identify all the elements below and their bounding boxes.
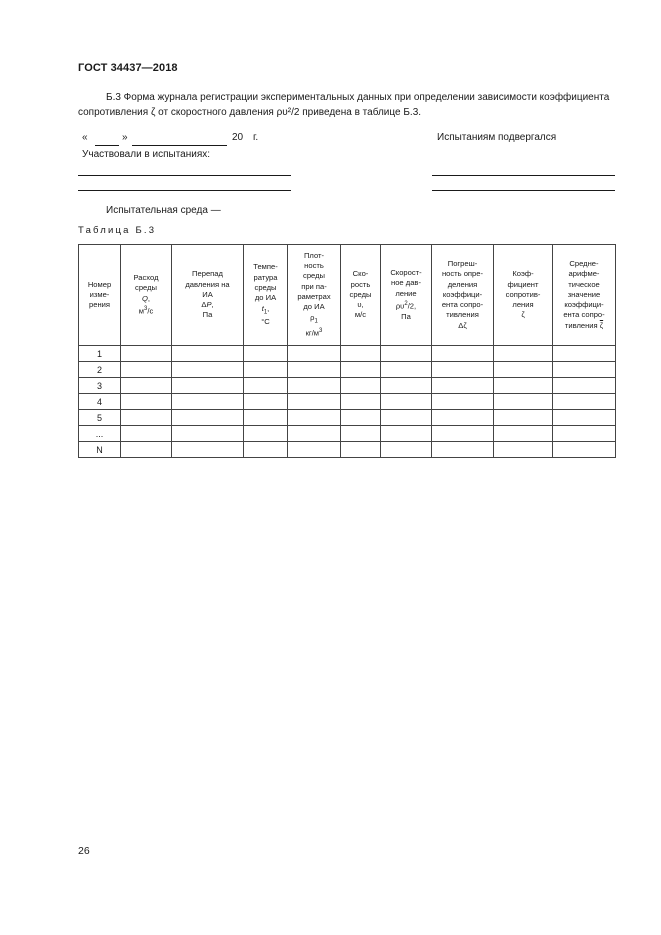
empty-cell (494, 394, 553, 410)
table-header-row (79, 245, 616, 346)
empty-cell (341, 378, 381, 394)
empty-cell (341, 426, 381, 442)
table-row (79, 394, 616, 410)
empty-cell (494, 426, 553, 442)
quote-close: » (122, 132, 128, 143)
empty-cell (494, 378, 553, 394)
empty-cell (494, 362, 553, 378)
day-blank (95, 145, 119, 146)
empty-cell (288, 442, 341, 458)
tested-line-2 (432, 190, 615, 191)
row-number-cell: 3 (79, 378, 121, 394)
empty-cell (494, 442, 553, 458)
empty-cell (244, 394, 288, 410)
empty-cell (432, 394, 494, 410)
col-header-error: Погреш- ность опре- деления коэффици- ента сопро- тивления Δζ (432, 245, 494, 346)
empty-cell (553, 426, 616, 442)
empty-cell (381, 426, 432, 442)
col-header-density: Плот- ность среды при па- раметрах до ИА $\rho_1$ $кг/м^3$ (288, 245, 341, 346)
col-header-mean-coefficient: Средне- арифме- тическое значение коэффици- ента сопро- тивления $\overline{\zeta}$ (553, 245, 616, 346)
empty-cell (432, 410, 494, 426)
table-row (79, 442, 616, 458)
empty-cell (121, 346, 172, 362)
empty-cell (172, 426, 244, 442)
data-table (78, 244, 616, 458)
empty-cell (172, 442, 244, 458)
empty-cell (244, 442, 288, 458)
document-code: ГОСТ 34437—2018 (78, 62, 178, 74)
empty-cell (494, 346, 553, 362)
empty-cell (432, 362, 494, 378)
empty-cell (381, 362, 432, 378)
empty-cell (288, 394, 341, 410)
empty-cell (381, 410, 432, 426)
empty-cell (553, 346, 616, 362)
empty-cell (432, 442, 494, 458)
empty-cell (244, 346, 288, 362)
participants-label: Участвовали в испытаниях: (82, 149, 211, 160)
empty-cell (121, 394, 172, 410)
empty-cell (381, 378, 432, 394)
medium-label: Испытательная среда — (106, 205, 221, 216)
empty-cell (244, 362, 288, 378)
year-suffix: г. (253, 132, 259, 143)
empty-cell (244, 410, 288, 426)
empty-cell (553, 442, 616, 458)
row-number-cell: ... (79, 426, 121, 442)
empty-cell (494, 410, 553, 426)
empty-cell (341, 362, 381, 378)
row-number-cell: N (79, 442, 121, 458)
empty-cell (244, 378, 288, 394)
col-header-temperature: Темпе- ратура среды до ИА $t_1$, °C (244, 245, 288, 346)
empty-cell (288, 410, 341, 426)
tested-line-1 (432, 175, 615, 176)
empty-cell (288, 362, 341, 378)
empty-cell (341, 394, 381, 410)
empty-cell (288, 346, 341, 362)
empty-cell (172, 410, 244, 426)
row-number-cell: 2 (79, 362, 121, 378)
empty-cell (341, 442, 381, 458)
row-number-cell: 4 (79, 394, 121, 410)
empty-cell (172, 362, 244, 378)
empty-cell (121, 362, 172, 378)
empty-cell (553, 362, 616, 378)
empty-cell (341, 410, 381, 426)
tested-label: Испытаниям подвергался (437, 132, 557, 143)
empty-cell (553, 410, 616, 426)
empty-cell (381, 346, 432, 362)
table-row (79, 346, 616, 362)
table-row (79, 378, 616, 394)
col-header-dynamic-pressure: Скорост- ное дав- ление $\rho\upsilon^2/2$, Па (381, 245, 432, 346)
row-number-cell: 1 (79, 346, 121, 362)
empty-cell (121, 378, 172, 394)
empty-cell (432, 426, 494, 442)
empty-cell (432, 378, 494, 394)
empty-cell (172, 346, 244, 362)
row-number-cell: 5 (79, 410, 121, 426)
page-number: 26 (78, 845, 90, 857)
empty-cell (288, 426, 341, 442)
empty-cell (553, 378, 616, 394)
empty-cell (121, 442, 172, 458)
participant-line-1 (78, 175, 291, 176)
intro-line-2: сопротивления ζ от скоростного давления ρυ²/2 приведена в таблице Б.3. (78, 107, 422, 118)
intro-line-1: Б.3 Форма журнала регистрации экспериментальных данных при определении зависимости коэффициента (106, 92, 610, 103)
empty-cell (172, 378, 244, 394)
col-header-coefficient: Коэф- фициент сопротив- ления ζ (494, 245, 553, 346)
col-header-pressure-drop: Перепад давления на ИА ΔP, Па (172, 245, 244, 346)
participant-line-2 (78, 190, 291, 191)
col-header-velocity: Ско- рость среды υ, м/с (341, 245, 381, 346)
empty-cell (341, 346, 381, 362)
empty-cell (288, 378, 341, 394)
quote-open: « (82, 132, 88, 143)
col-header-number: Номер изме- рения (79, 245, 121, 346)
empty-cell (172, 394, 244, 410)
year-prefix: 20 (232, 132, 244, 143)
empty-cell (121, 410, 172, 426)
intro-paragraph (78, 90, 618, 120)
empty-cell (381, 394, 432, 410)
table-row (79, 426, 616, 442)
empty-cell (381, 442, 432, 458)
table-row (79, 410, 616, 426)
empty-cell (553, 394, 616, 410)
table-row (79, 362, 616, 378)
col-header-flow: Расход среды Q, $м^3/с$ (121, 245, 172, 346)
table-title: Таблица Б.3 (78, 225, 157, 236)
empty-cell (432, 346, 494, 362)
empty-cell (121, 426, 172, 442)
month-blank (132, 145, 227, 146)
empty-cell (244, 426, 288, 442)
